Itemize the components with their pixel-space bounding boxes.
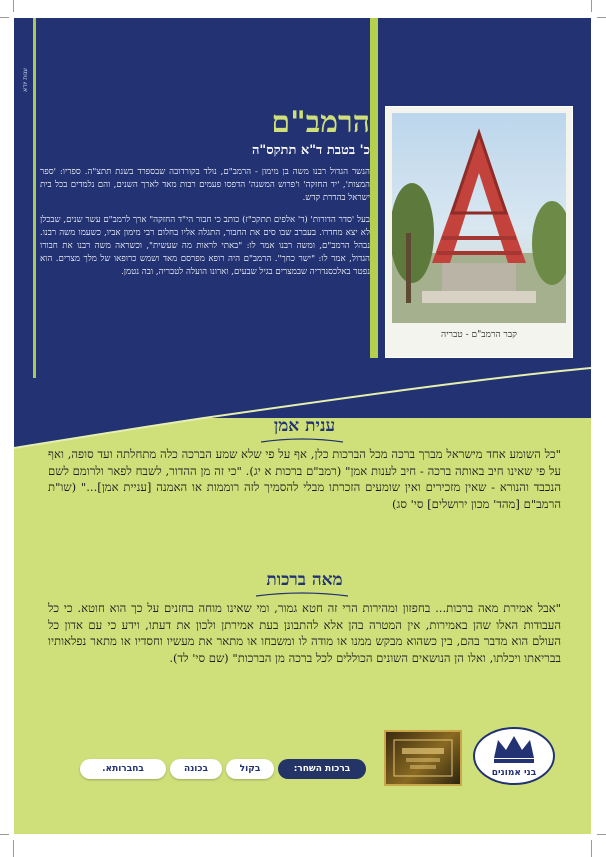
crop-mark — [597, 834, 606, 835]
rambam-paragraph-2: בעל 'סדר הדורות' (ד' אלפים תתקכ"ז) כותב כי חבור הי"ד החזקה" ארך לרמב"ם עשר שנים, שבכלן לא יצא מחדרו. בעברב שבו סים את החבור, התגלה אליו בחלום רבי מימון אביו, כשעמו משה רבנו. נבהל הרמב"ם, ומשה רבנו אמר לו: "באתי לראות מה שעשית", וכשראה משה רבנו את חבורו הגדול, אמר לו: "ישר כחך". הרמב"ם היה רופא מפרסם מאד ושמש כרופאו של מלך מצרים. הוא נפטר באלכסנדריה שבמצרים בגיל שבעים, וארונו הועלה לטבריה, ובה נטמן. — [40, 214, 370, 277]
left-rail — [33, 18, 36, 378]
footer-lead-label: ברכות השחר: — [278, 759, 366, 779]
promo-image — [384, 730, 462, 786]
organization-logo — [472, 726, 556, 790]
tomb-photo — [385, 106, 573, 358]
rambam-date: כ' בטבת ד"א תתקס"ה — [251, 143, 370, 158]
title-flourish — [259, 438, 345, 446]
title-flourish — [254, 592, 350, 600]
footer-badges — [76, 758, 367, 780]
crop-mark — [13, 840, 14, 857]
photo-credit: ענות יודא — [22, 68, 29, 92]
crown-icon — [472, 726, 556, 790]
rambam-title: הרמב"ם — [271, 105, 370, 140]
promo-illustration — [386, 732, 460, 784]
amen-section-title: ענית אמן — [273, 416, 336, 436]
amen-section-text: "כל השומע אחד מישראל מברך ברכה מכל הברכות כלן, אף על פי שלא שמע הברכה כלה מתחלתה ועד סופה, ואף על פי שאינו חיב באותה ברכה - חיב לענות אמן" (רמב"ם ברכות א יג). "כי זה מן ההדור, לשבח לפאר ולרומם לשם הנכבד והנורא - שאין מזכירים ואין שומעים הזכרתו מבלי להסמיך לזה רוממות או האמנה [עניית אמן]..." (שו"ת הרמב"ם [מהד' מכון ירושלים] סי' סג) — [48, 447, 561, 511]
page — [14, 18, 591, 834]
tomb-caption: קבר הרמב"ם - טבריה — [441, 330, 517, 340]
crop-mark — [591, 0, 592, 12]
footer-item-intention: בכונה — [170, 759, 222, 779]
crop-mark — [591, 840, 592, 857]
crop-mark — [0, 17, 9, 18]
rambam-section — [40, 106, 370, 287]
crop-mark — [0, 834, 9, 835]
crop-mark — [13, 0, 14, 12]
crop-mark — [597, 17, 606, 18]
logo-text: בני אמונים — [491, 768, 537, 778]
hundred-blessings-title: מאה ברכות — [266, 570, 343, 590]
center-rail — [370, 18, 378, 358]
footer-item-voice: בקול — [226, 759, 274, 779]
tomb-image — [392, 113, 566, 323]
hundred-blessings-text: "אבל אמירת מאה ברכות... בחפזון ומהירות הרי זה חטא גמור, ומי שאינו מוחה בחזנים על כך הוא חוטא. כי כל העבודות האלו שהן באמירות, אין המטרה בהן אלא להתבונן בעת אמירתן ולכון את דעתו, וידע כי עם אדון כל העולם הוא מדבר בהם, בין כשהוא מבקש ממנו או מודה לו ומשבחו או מתאר את מעשיו וחסדיו או מתאר נפלאותיו בבריאתו ויכלתו, ואלו הן הנושאים השונים הכוללים לכל ברכה מן הברכות" (שם סי' לד). — [48, 601, 561, 665]
footer-item-together: בחברותא. — [80, 759, 166, 779]
rambam-paragraph-1: הנשר הגדול רבנו משה בן מימון - הרמב"ם, נולד בקורדובה שבספרד בשנת תתצ"ה. ספריו: 'ספר המצות', 'יד החזקה' ו'פרוש המשנה' הדפסו פעמים רבות מאד לארך השנים, והם נלמדים בכל בית ישראל בהדרת קדש. — [40, 167, 370, 203]
tomb-monument-illustration — [392, 113, 566, 323]
